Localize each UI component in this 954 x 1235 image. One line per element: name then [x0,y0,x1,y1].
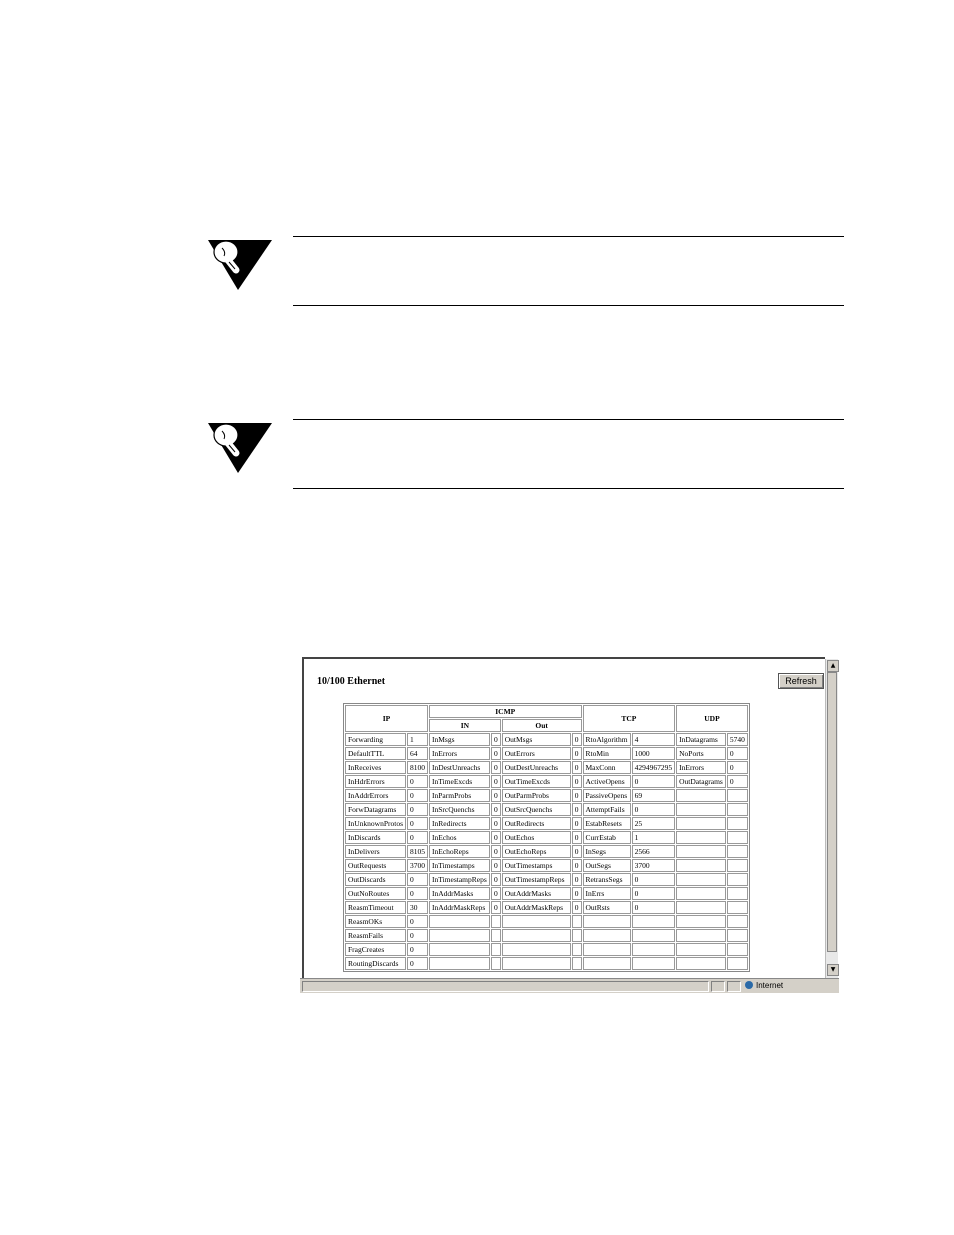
cell-udp-value: 0 [727,761,748,774]
table-row [345,943,748,956]
cell-icmp-out-name [502,929,571,942]
scroll-thumb[interactable] [827,672,837,952]
cell-ip-value: 0 [407,817,428,830]
vertical-scrollbar[interactable] [825,659,838,978]
cell-ip-value: 0 [407,803,428,816]
cell-ip-name: ReasmFails [345,929,406,942]
cell-udp-value [727,817,748,830]
cell-icmp-out-value: 0 [572,803,582,816]
header-icmp-in: IN [429,719,501,732]
internet-globe-icon [745,981,753,989]
cell-icmp-out-name: OutDestUnreachs [502,761,571,774]
cell-icmp-in-name [429,915,490,928]
cell-udp-value [727,859,748,872]
cell-icmp-in-name: InDestUnreachs [429,761,490,774]
cell-tcp-name: RetransSegs [583,873,631,886]
cell-udp-name [676,901,726,914]
cell-udp-value [727,831,748,844]
cell-icmp-out-name: OutAddrMaskReps [502,901,571,914]
cell-ip-value: 8105 [407,845,428,858]
browser-screenshot [300,655,839,993]
cell-icmp-out-value [572,957,582,970]
cell-tcp-value: 4294967295 [632,761,676,774]
cell-ip-value: 0 [407,915,428,928]
cell-tcp-value: 0 [632,901,676,914]
table-row [345,803,748,816]
lightbulb-note-icon [204,421,274,475]
cell-tcp-name: PassiveOpens [583,789,631,802]
cell-icmp-out-value [572,915,582,928]
note-block-1 [204,236,844,306]
header-ip: IP [345,705,428,732]
cell-tcp-name [583,915,631,928]
cell-icmp-in-name: InParmProbs [429,789,490,802]
cell-icmp-out-name [502,957,571,970]
cell-tcp-value: 69 [632,789,676,802]
cell-ip-value: 1 [407,733,428,746]
cell-ip-name: ReasmTimeout [345,901,406,914]
cell-udp-name [676,887,726,900]
cell-icmp-in-name: InErrors [429,747,490,760]
cell-ip-name: RoutingDiscards [345,957,406,970]
cell-icmp-in-value: 0 [491,859,501,872]
page-title: 10/100 Ethernet [317,676,386,687]
table-row [345,873,748,886]
cell-udp-value [727,887,748,900]
table-row [345,733,748,746]
cell-udp-name [676,831,726,844]
cell-tcp-name: InErrs [583,887,631,900]
cell-udp-value [727,929,748,942]
table-row [345,747,748,760]
cell-icmp-in-name: InEchos [429,831,490,844]
cell-icmp-out-name: OutSrcQuenchs [502,803,571,816]
cell-icmp-out-value: 0 [572,887,582,900]
cell-udp-name [676,789,726,802]
cell-tcp-name: RtoAlgorithm [583,733,631,746]
cell-icmp-in-value: 0 [491,733,501,746]
cell-udp-name [676,915,726,928]
cell-icmp-out-value [572,929,582,942]
cell-ip-value: 30 [407,901,428,914]
note-rule-top [293,236,844,237]
table-row [345,817,748,830]
cell-udp-value [727,803,748,816]
cell-icmp-out-name [502,915,571,928]
cell-icmp-in-value: 0 [491,747,501,760]
cell-ip-value: 0 [407,943,428,956]
cell-tcp-value: 0 [632,803,676,816]
cell-icmp-out-name: OutEchoReps [502,845,571,858]
cell-icmp-in-value [491,957,501,970]
cell-icmp-in-name: InAddrMasks [429,887,490,900]
cell-udp-value [727,957,748,970]
table-row [345,789,748,802]
scroll-down-icon[interactable]: ▼ [827,964,839,976]
cell-icmp-in-name: InRedirects [429,817,490,830]
cell-icmp-in-value: 0 [491,831,501,844]
cell-icmp-out-name: OutTimeExcds [502,775,571,788]
cell-udp-name [676,817,726,830]
cell-tcp-name: InSegs [583,845,631,858]
note-rule-top [293,419,844,420]
cell-udp-name [676,803,726,816]
cell-ip-name: InReceives [345,761,406,774]
cell-icmp-out-value: 0 [572,845,582,858]
cell-udp-name [676,957,726,970]
cell-icmp-out-name: OutTimestampReps [502,873,571,886]
cell-udp-name [676,873,726,886]
cell-icmp-out-name: OutErrors [502,747,571,760]
cell-ip-value: 0 [407,831,428,844]
cell-ip-name: ReasmOKs [345,915,406,928]
cell-ip-name: FragCreates [345,943,406,956]
cell-icmp-out-value: 0 [572,817,582,830]
cell-icmp-out-value: 0 [572,831,582,844]
cell-ip-name: Forwarding [345,733,406,746]
cell-icmp-out-value: 0 [572,901,582,914]
cell-icmp-out-value: 0 [572,733,582,746]
cell-tcp-value: 1 [632,831,676,844]
cell-udp-name [676,845,726,858]
cell-udp-value: 5740 [727,733,748,746]
cell-tcp-value [632,929,676,942]
cell-tcp-name: OutSegs [583,859,631,872]
cell-icmp-out-name: OutEchos [502,831,571,844]
cell-icmp-in-name: InMsgs [429,733,490,746]
status-zone-label: Internet [756,981,784,990]
cell-icmp-in-value [491,929,501,942]
cell-icmp-out-value: 0 [572,873,582,886]
cell-udp-value [727,901,748,914]
cell-tcp-value: 0 [632,775,676,788]
table-row [345,901,748,914]
cell-icmp-in-value: 0 [491,803,501,816]
cell-icmp-in-name: InTimestamps [429,859,490,872]
cell-tcp-name: RtoMin [583,747,631,760]
cell-ip-value: 8100 [407,761,428,774]
cell-tcp-value [632,943,676,956]
table-row [345,761,748,774]
cell-ip-name: OutRequests [345,859,406,872]
header-icmp-out: Out [502,719,582,732]
cell-ip-name: InUnknownProtos [345,817,406,830]
cell-icmp-in-name [429,957,490,970]
cell-icmp-out-name: OutParmProbs [502,789,571,802]
cell-ip-value: 0 [407,775,428,788]
cell-tcp-name: ActiveOpens [583,775,631,788]
cell-ip-value: 0 [407,789,428,802]
cell-udp-value [727,789,748,802]
cell-tcp-name [583,929,631,942]
cell-tcp-value [632,957,676,970]
cell-ip-name: InDiscards [345,831,406,844]
cell-udp-value: 0 [727,747,748,760]
statistics-table-body [345,733,748,970]
cell-udp-value: 0 [727,775,748,788]
cell-udp-name: InDatagrams [676,733,726,746]
cell-icmp-in-value: 0 [491,789,501,802]
cell-udp-name [676,859,726,872]
cell-udp-value [727,845,748,858]
cell-tcp-name: EstabResets [583,817,631,830]
cell-icmp-in-value: 0 [491,761,501,774]
cell-udp-value [727,873,748,886]
cell-tcp-name: AttemptFails [583,803,631,816]
status-pane-main [302,981,709,992]
refresh-button[interactable]: Refresh [778,673,824,689]
cell-tcp-value: 1000 [632,747,676,760]
lightbulb-note-icon [204,238,274,292]
cell-icmp-in-name: InTimestampReps [429,873,490,886]
table-row [345,957,748,970]
browser-content-area [302,657,825,980]
scroll-up-icon[interactable]: ▲ [827,660,839,672]
statistics-table [343,703,750,972]
cell-icmp-out-name: OutRedirects [502,817,571,830]
cell-udp-value [727,915,748,928]
cell-icmp-in-name: InSrcQuenchs [429,803,490,816]
note-rule-bottom [293,305,844,306]
cell-icmp-in-name: InAddrMaskReps [429,901,490,914]
cell-icmp-in-name [429,943,490,956]
cell-icmp-in-value: 0 [491,901,501,914]
table-row [345,775,748,788]
cell-udp-name: OutDatagrams [676,775,726,788]
cell-icmp-in-value: 0 [491,817,501,830]
cell-icmp-in-name [429,929,490,942]
cell-tcp-name: MaxConn [583,761,631,774]
cell-ip-value: 64 [407,747,428,760]
cell-udp-name [676,929,726,942]
cell-ip-name: DefaultTTL [345,747,406,760]
cell-icmp-in-value: 0 [491,873,501,886]
cell-icmp-out-value: 0 [572,859,582,872]
cell-tcp-name [583,957,631,970]
cell-tcp-value [632,915,676,928]
cell-icmp-out-name: OutTimestamps [502,859,571,872]
cell-tcp-name [583,943,631,956]
cell-udp-name: NoPorts [676,747,726,760]
cell-icmp-in-value [491,943,501,956]
cell-icmp-out-name [502,943,571,956]
table-row [345,915,748,928]
cell-icmp-out-value: 0 [572,747,582,760]
cell-udp-name [676,943,726,956]
cell-icmp-in-value: 0 [491,887,501,900]
table-row [345,845,748,858]
header-udp: UDP [676,705,748,732]
table-row [345,831,748,844]
cell-tcp-value: 0 [632,873,676,886]
cell-ip-name: InDelivers [345,845,406,858]
status-bar [300,978,839,993]
table-row [345,887,748,900]
cell-ip-value: 0 [407,957,428,970]
cell-udp-value [727,943,748,956]
cell-icmp-in-name: InEchoReps [429,845,490,858]
cell-tcp-value: 4 [632,733,676,746]
status-pane-lock [727,981,741,992]
cell-ip-value: 0 [407,929,428,942]
cell-icmp-in-value: 0 [491,775,501,788]
cell-ip-name: OutNoRoutes [345,887,406,900]
table-row [345,929,748,942]
cell-ip-value: 3700 [407,859,428,872]
status-pane-progress [711,981,725,992]
note-block-2 [204,419,844,489]
cell-ip-name: ForwDatagrams [345,803,406,816]
cell-ip-value: 0 [407,887,428,900]
cell-icmp-in-name: InTimeExcds [429,775,490,788]
cell-ip-name: InAddrErrors [345,789,406,802]
cell-ip-value: 0 [407,873,428,886]
cell-icmp-out-value [572,943,582,956]
cell-icmp-out-name: OutMsgs [502,733,571,746]
cell-icmp-out-name: OutAddrMasks [502,887,571,900]
cell-icmp-out-value: 0 [572,775,582,788]
cell-icmp-out-value: 0 [572,761,582,774]
note-rule-bottom [293,488,844,489]
status-zone [741,980,827,991]
cell-icmp-in-value: 0 [491,845,501,858]
cell-ip-name: OutDiscards [345,873,406,886]
cell-tcp-name: OutRsts [583,901,631,914]
cell-tcp-value: 2566 [632,845,676,858]
header-icmp: ICMP [429,705,582,718]
cell-ip-name: InHdrErrors [345,775,406,788]
cell-tcp-name: CurrEstab [583,831,631,844]
table-row [345,859,748,872]
cell-icmp-in-value [491,915,501,928]
cell-udp-name: InErrors [676,761,726,774]
cell-tcp-value: 25 [632,817,676,830]
cell-tcp-value: 0 [632,887,676,900]
header-tcp: TCP [583,705,676,732]
cell-icmp-out-value: 0 [572,789,582,802]
cell-tcp-value: 3700 [632,859,676,872]
